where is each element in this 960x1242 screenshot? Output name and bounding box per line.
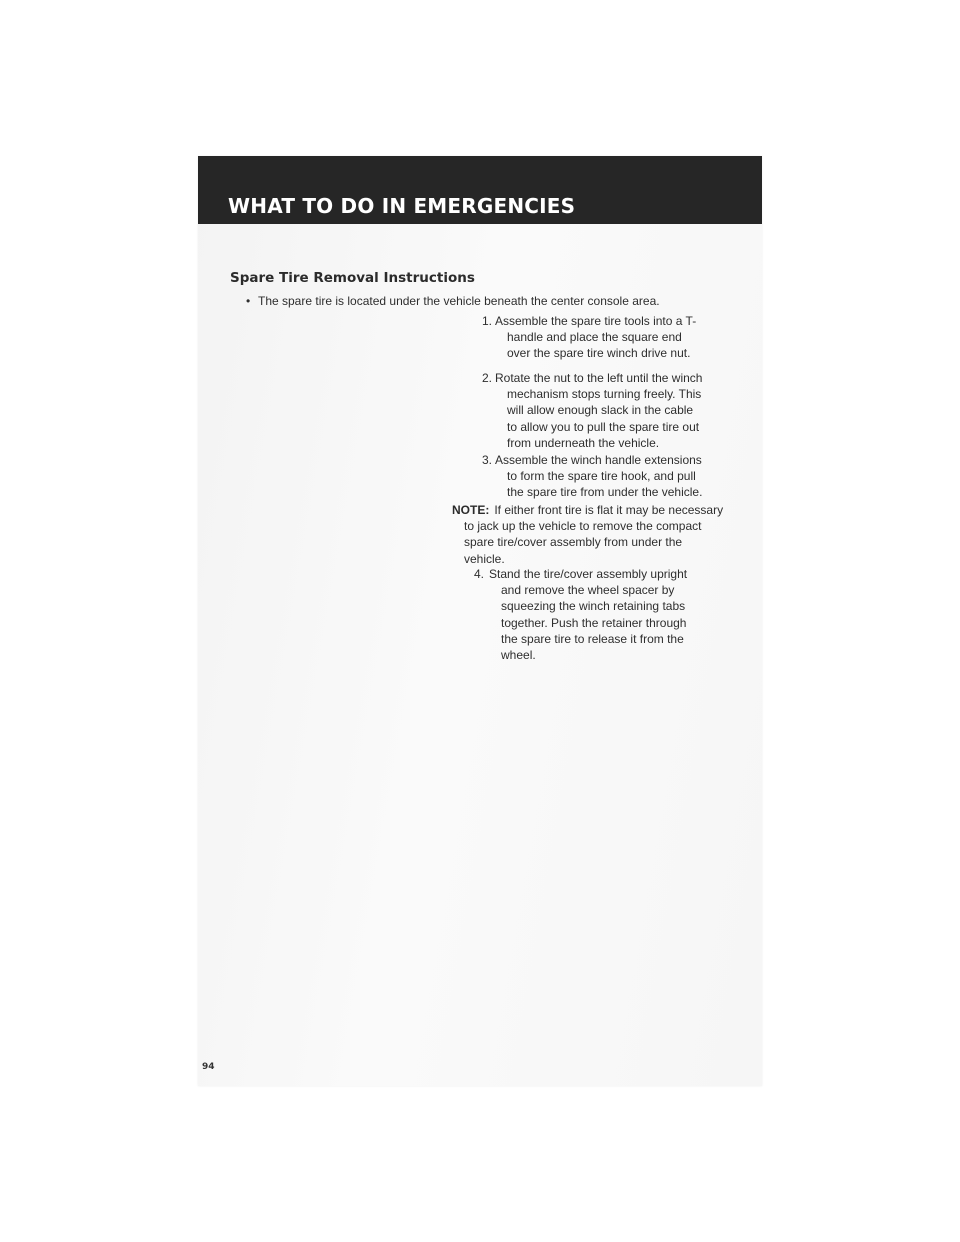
step-text: Stand the tire/cover assembly upright and remove the wheel spacer by squeezing the winch retaining tabs together. Push the retainer through the spare tire to release it from the wheel. [489,567,688,663]
note-label: NOTE: [452,503,490,517]
note-text: If either front tire is flat it may be necessary to jack up the vehicle to remove the compact spare tire/cover assembly from under the vehicle. [464,503,724,566]
note-block [452,502,724,567]
step-text: Assemble the winch handle extensions to form the spare tire hook, and pull the spare tire from under the vehicle. [495,453,703,500]
step-number: 1. [482,314,493,328]
page-title: WHAT TO DO IN EMERGENCIES [228,194,576,218]
step-number: 3. [482,453,493,467]
page-number: 94 [202,1062,215,1072]
step-item-3 [482,452,706,501]
bullet-item [246,293,746,309]
step-text: Assemble the spare tire tools into a T-handle and place the square end over the spare tire winch drive nut. [495,314,697,361]
bullet-dot-icon: • [246,294,251,308]
step-text: Rotate the nut to the left until the winch mechanism stops turning freely. This will allow enough slack in the cable to allow you to pull the spare tire out from underneath the vehicle. [495,371,703,450]
section-heading: Spare Tire Removal Instructions [230,270,475,286]
bullet-text: The spare tire is located under the vehicle beneath the center console area. [258,294,660,308]
step-item-2 [482,370,706,451]
step-number: 4. [474,567,485,581]
step-item-4 [474,566,690,663]
header-bar [198,156,762,224]
manual-page [198,156,762,1086]
step-item-1 [482,313,706,362]
step-number: 2. [482,371,493,385]
